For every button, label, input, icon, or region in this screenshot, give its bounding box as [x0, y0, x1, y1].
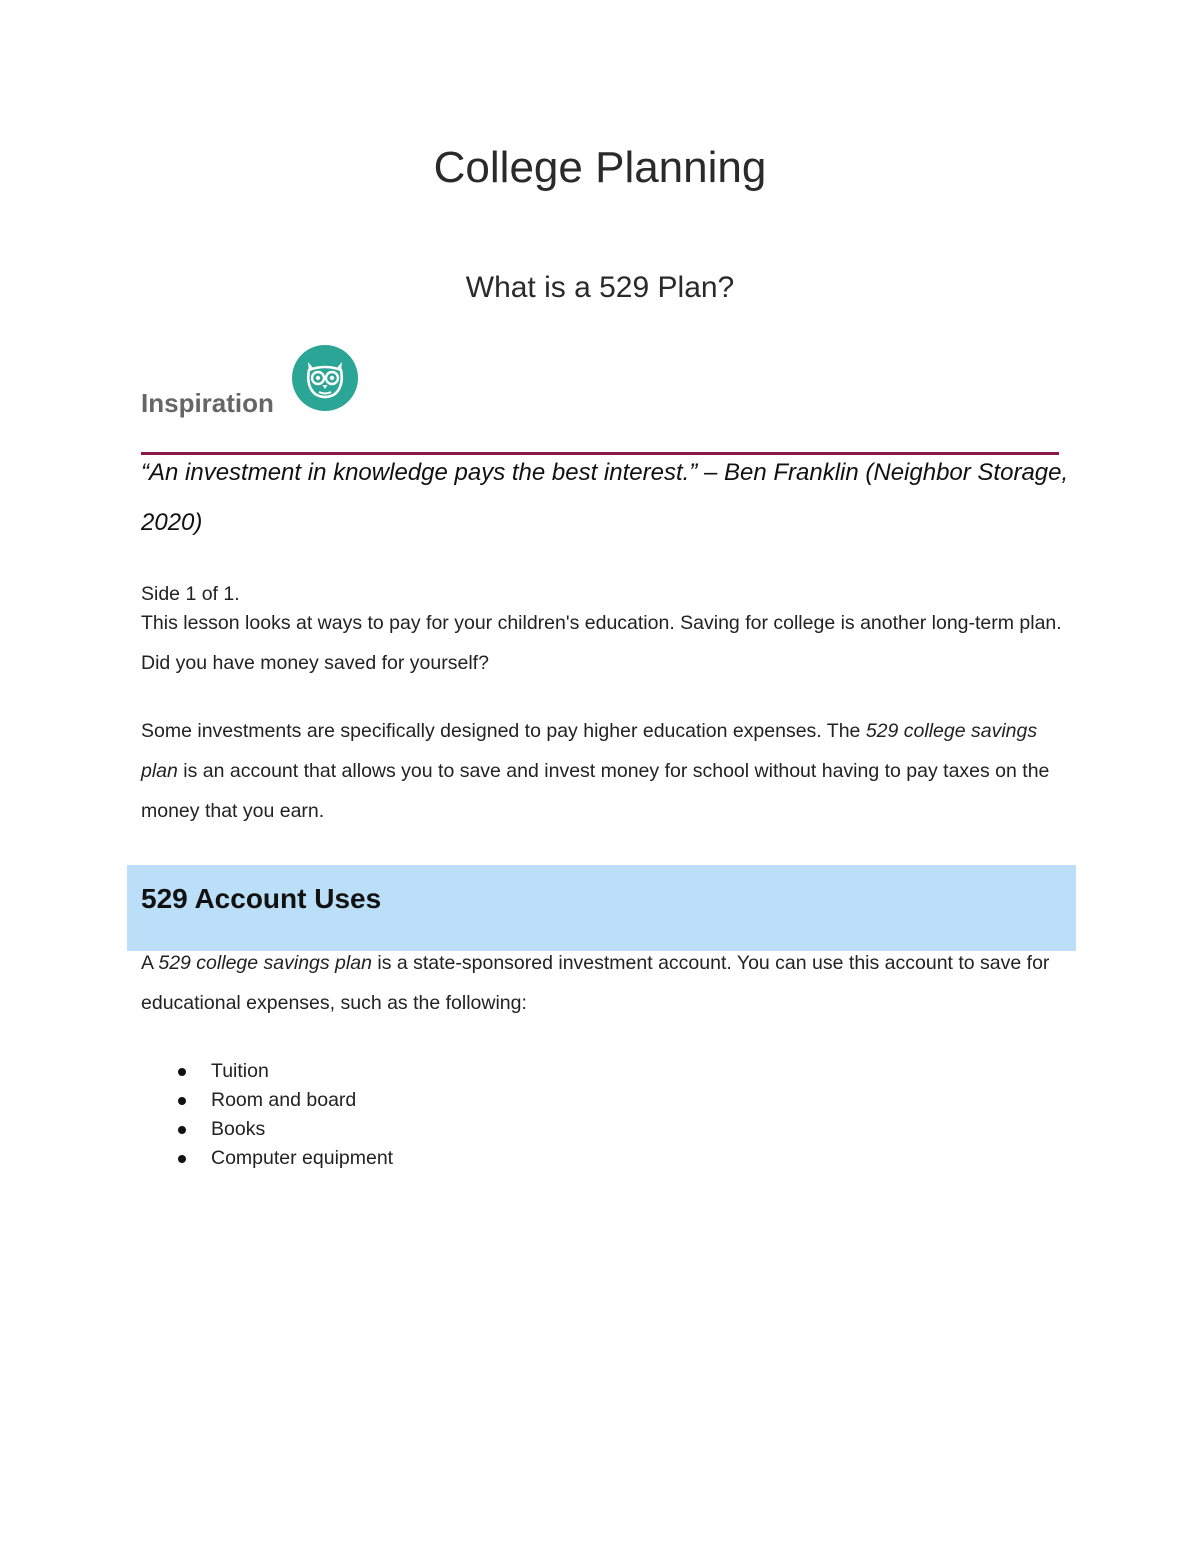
list-item [176, 1086, 393, 1115]
list-item-label: Tuition [211, 1060, 269, 1082]
intro-paragraph: This lesson looks at ways to pay for your children's education. Saving for college is another long-term plan. Did you have money saved for yourself? [141, 612, 1062, 674]
paragraph-text: is a state-sponsored investment account. You can use this account to save for educational expenses, such as the following: [141, 952, 1050, 1014]
section-heading: 529 Account Uses [141, 883, 382, 914]
list-item [176, 1057, 393, 1086]
owl-icon [289, 342, 361, 414]
plan-description-paragraph [141, 711, 1066, 831]
list-item-label: Computer equipment [211, 1147, 394, 1169]
page-title: College Planning [433, 143, 767, 192]
inspiration-heading: Inspiration [141, 388, 274, 418]
emphasis-term: 529 college savings plan [158, 952, 372, 974]
list-item-label: Books [211, 1118, 266, 1140]
paragraph-text: A [141, 952, 159, 974]
list-item [176, 1115, 393, 1144]
list-item [176, 1144, 393, 1173]
page-subtitle: What is a 529 Plan? [465, 271, 735, 304]
expenses-list [176, 1057, 393, 1173]
side-note: Side 1 of 1. [141, 583, 240, 605]
bullet-icon [178, 1126, 186, 1134]
account-uses-paragraph [141, 943, 1066, 1023]
inspiration-quote: “An investment in knowledge pays the best interest.” – Ben Franklin (Neighbor Storage, 2020) [141, 459, 1069, 536]
bullet-icon [178, 1155, 186, 1163]
paragraph-text: is an account that allows you to save and invest money for school without having to pay taxes on the money that you earn. [141, 760, 1050, 822]
list-item-label: Room and board [211, 1089, 357, 1111]
paragraph-text: Some investments are specifically designed to pay higher education expenses. The [141, 720, 866, 742]
bullet-icon [178, 1068, 186, 1076]
emphasis-term: 529 college savings plan [141, 720, 1038, 782]
bullet-icon [178, 1097, 186, 1105]
